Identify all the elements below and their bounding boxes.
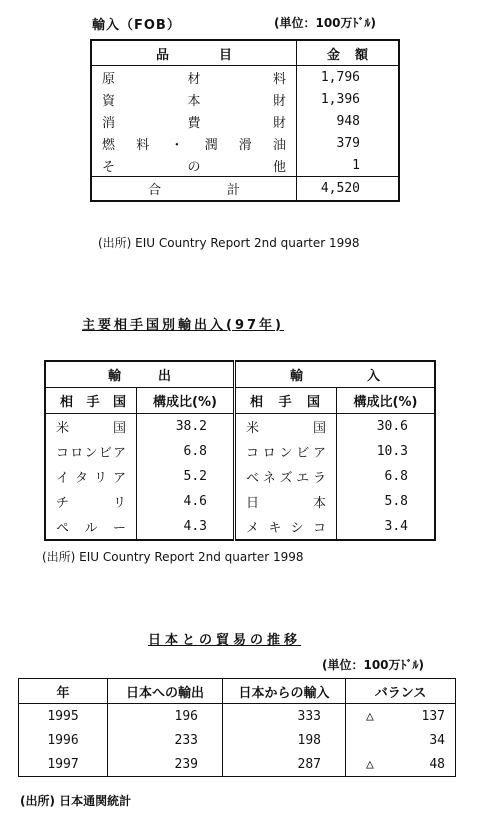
table-row [91, 88, 399, 110]
item-amount: 948 [336, 113, 360, 129]
table-row [19, 752, 456, 777]
exports-cell: 239 [108, 752, 223, 777]
partners-group-header-row [45, 361, 435, 388]
year-cell: 1996 [19, 728, 108, 752]
export-share: 6.8 [137, 439, 235, 464]
amount-header: 金 額 [327, 47, 368, 63]
exports-cell: 196 [108, 704, 223, 729]
export-share: 38.2 [137, 414, 235, 440]
balance-cell: 34 [429, 732, 445, 748]
table-row [91, 110, 399, 132]
partners-table [44, 360, 436, 541]
table-row [91, 154, 399, 177]
balance-cell: △ 48 [366, 756, 445, 772]
imports-header-row [91, 40, 399, 66]
table-row [19, 704, 456, 729]
item-label: 消 費 財 [102, 115, 286, 131]
import-share: 5.8 [384, 494, 408, 509]
item-label: 原 材 料 [102, 71, 286, 87]
item-amount: 1 [352, 157, 360, 173]
col-share-header: 構成比(%) [137, 388, 235, 414]
export-country: 米 国 [56, 421, 126, 436]
table-row [45, 464, 435, 489]
import-header: 輸 入 [290, 369, 380, 384]
japan-trade-header-row [19, 679, 456, 704]
imports-unit: (単位：100万ﾄﾞﾙ) [274, 16, 377, 30]
col-exports-header: 日本への輸出 [108, 679, 223, 704]
deficit-triangle-icon: △ [366, 708, 374, 724]
japan-trade-title: 日本との貿易の推移 [148, 633, 302, 648]
total-label: 合 計 [148, 183, 240, 198]
year-cell: 1997 [19, 752, 108, 777]
japan-trade-source: (出所) 日本通関統計 [20, 794, 132, 808]
deficit-triangle-icon: △ [366, 756, 374, 772]
item-label: 資 本 財 [102, 93, 286, 109]
partners-source: (出所) EIU Country Report 2nd quarter 1998 [42, 550, 304, 564]
export-share: 4.3 [137, 514, 235, 540]
table-row [19, 728, 456, 752]
col-country-header: 相 手 国 [60, 395, 126, 410]
japan-trade-table [18, 678, 456, 777]
partners-column-header-row [45, 388, 435, 414]
imports-source: (出所) EIU Country Report 2nd quarter 1998 [98, 236, 360, 250]
import-share: 6.8 [384, 469, 408, 484]
export-header: 輸 出 [108, 369, 171, 384]
col-country-header: 相 手 国 [250, 395, 320, 410]
export-share: 4.6 [137, 489, 235, 514]
import-share: 3.4 [384, 519, 408, 534]
japan-trade-unit: (単位：100万ﾄﾞﾙ) [322, 658, 425, 672]
col-imports-header: 日本からの輸入 [223, 679, 346, 704]
import-country: 日 本 [246, 496, 326, 511]
partners-title: 主要相手国別輸出入(97年) [82, 318, 284, 333]
export-country: チ リ [56, 496, 126, 511]
import-country: 米 国 [246, 421, 326, 436]
item-header: 品 目 [156, 47, 232, 63]
imports-cell: 198 [223, 728, 346, 752]
imports-cell: 333 [223, 704, 346, 729]
table-row [45, 489, 435, 514]
export-country: コ ロ ン ビ ア [56, 446, 126, 461]
col-year-header: 年 [19, 679, 108, 704]
item-label: 燃 料 ・ 潤 滑 油 [102, 137, 286, 153]
import-country: コ ロ ン ビ ア [246, 446, 326, 461]
exports-cell: 233 [108, 728, 223, 752]
import-share: 30.6 [376, 419, 408, 434]
col-share-header: 構成比(%) [337, 388, 436, 414]
table-row [91, 66, 399, 89]
table-row [45, 439, 435, 464]
table-row [45, 514, 435, 540]
imports-table [90, 39, 400, 202]
import-country: メ キ シ コ [246, 521, 326, 536]
balance-cell: △ 137 [366, 708, 445, 724]
imports-title: 輸入（FOB） [92, 18, 181, 33]
export-share: 5.2 [137, 464, 235, 489]
table-row [45, 414, 435, 440]
export-country: ペ ル ー [56, 521, 126, 536]
imports-cell: 287 [223, 752, 346, 777]
item-label: そ の 他 [102, 159, 286, 175]
import-share: 10.3 [376, 444, 408, 459]
item-amount: 379 [336, 135, 360, 151]
item-amount: 1,396 [320, 91, 360, 107]
import-country: ベ ネ ズ エ ラ [246, 471, 326, 486]
col-balance-header: バランス [346, 679, 456, 704]
export-country: イ タ リ ア [56, 471, 126, 486]
total-row [91, 177, 399, 202]
year-cell: 1995 [19, 704, 108, 729]
total-amount: 4,520 [297, 177, 400, 202]
table-row [91, 132, 399, 154]
item-amount: 1,796 [320, 69, 360, 85]
